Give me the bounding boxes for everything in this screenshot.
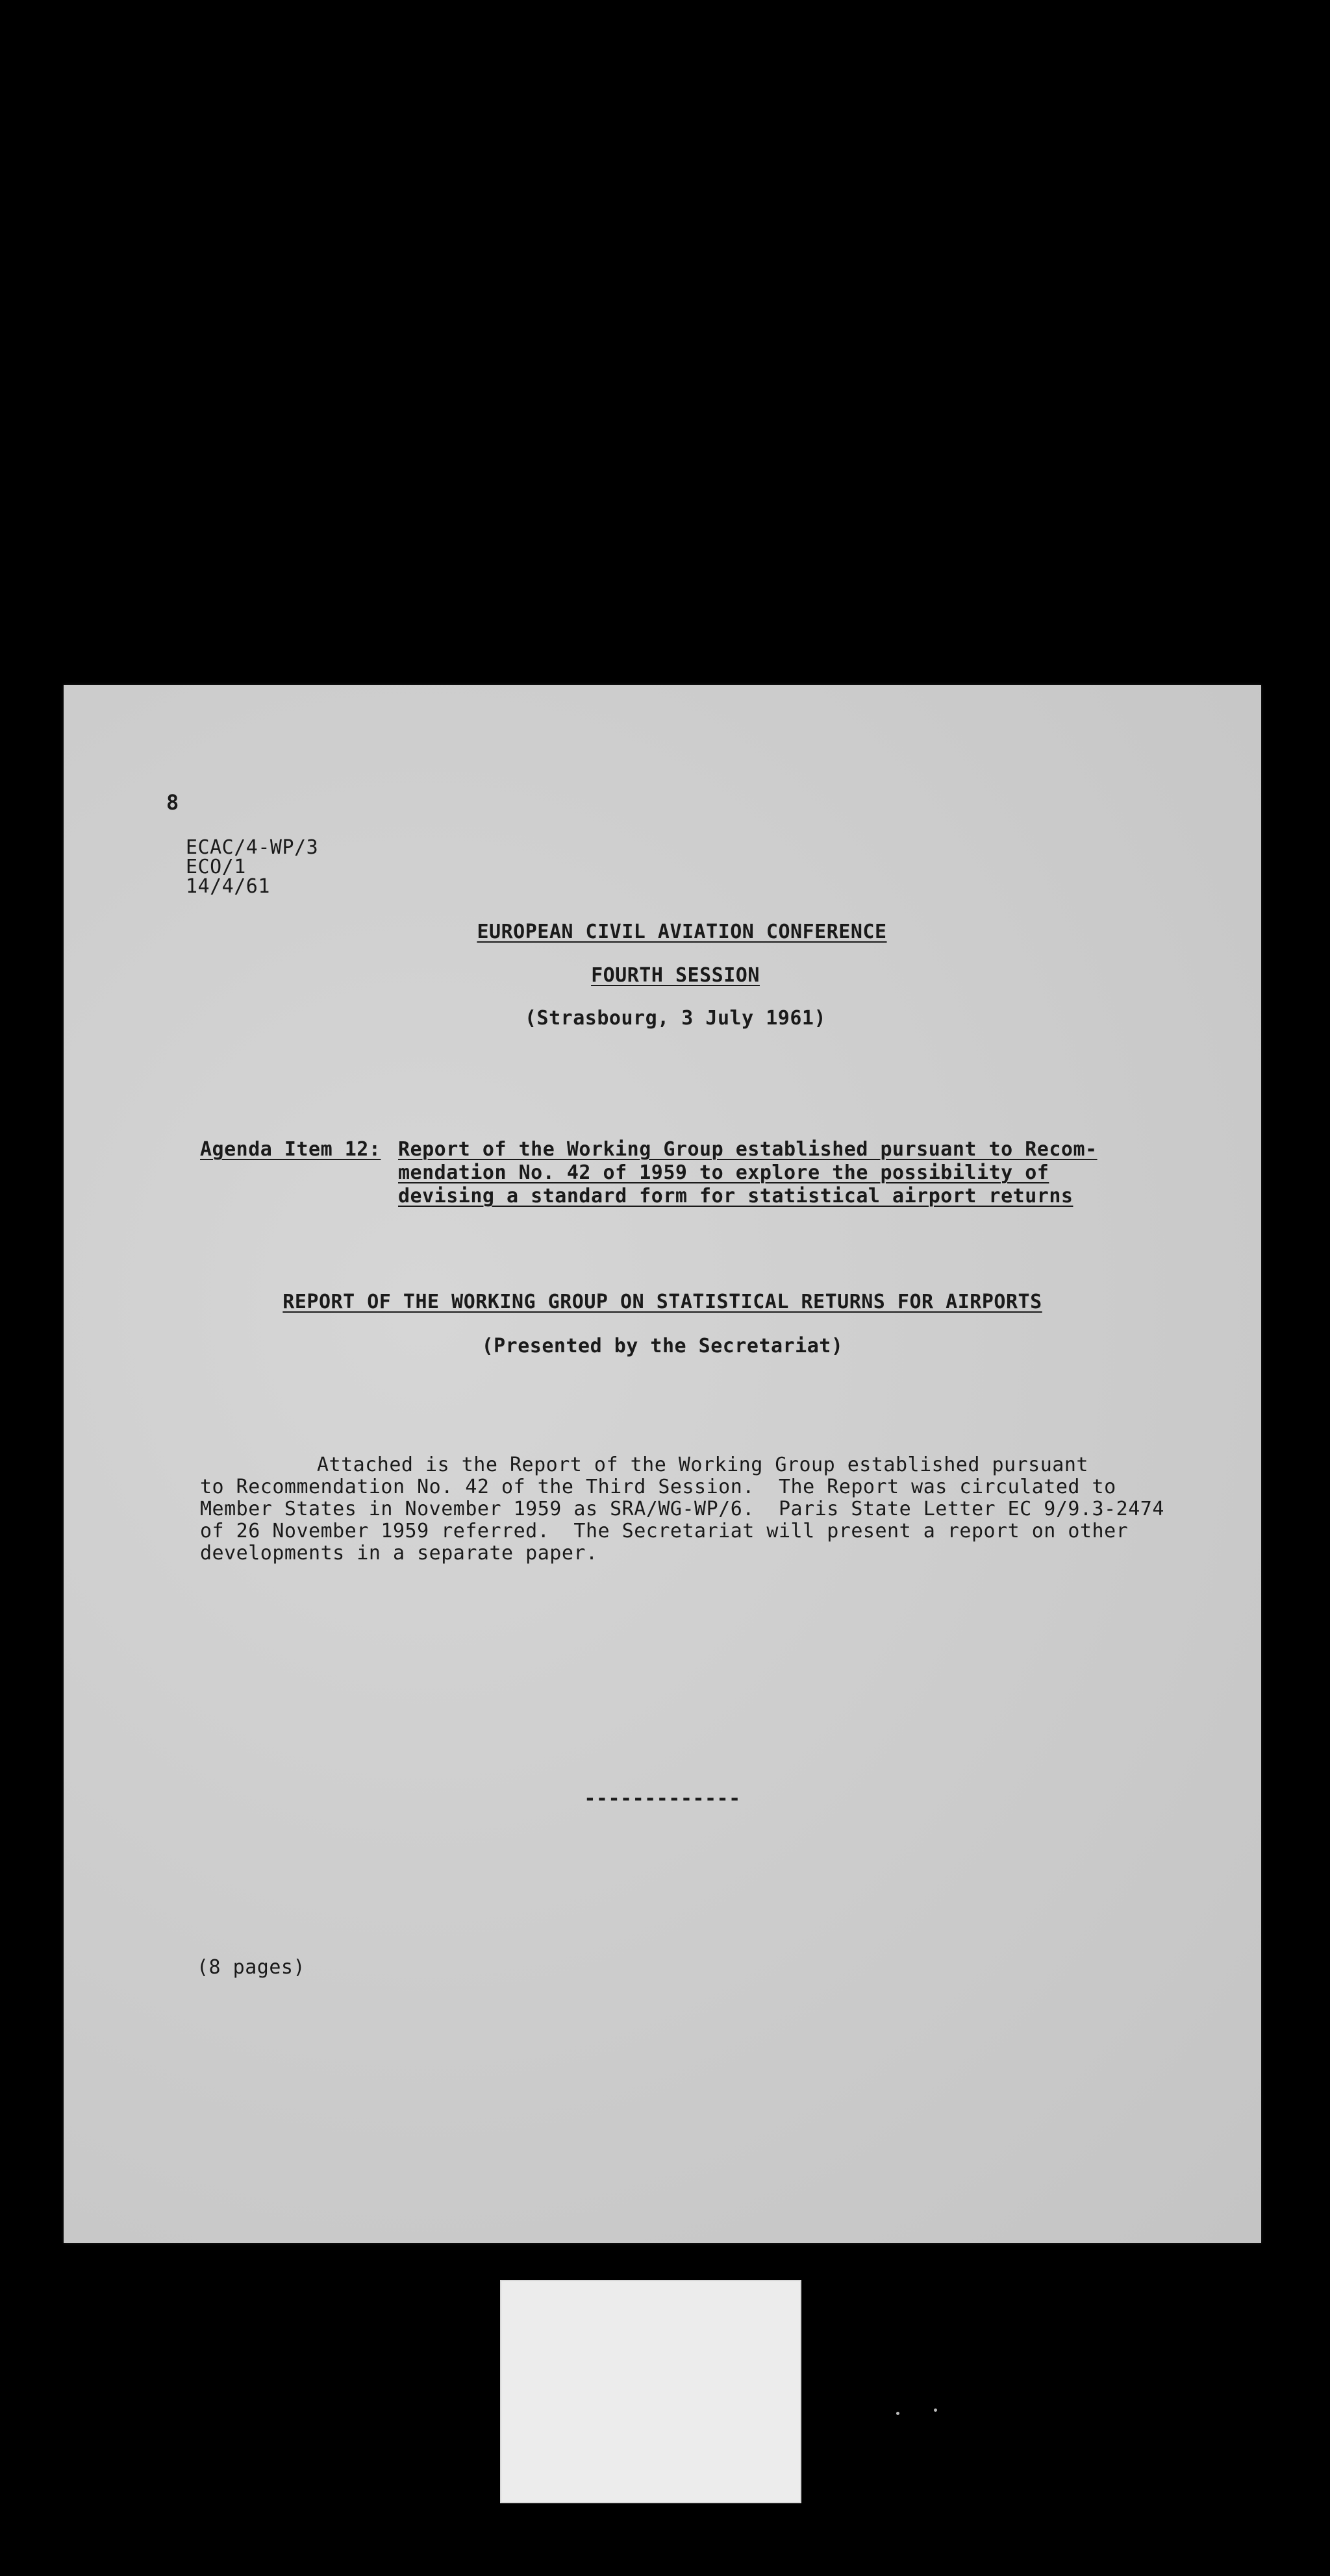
reference-code: ECAC/4-WP/3: [186, 836, 319, 859]
agenda-item-label: Agenda Item 12:: [200, 1138, 381, 1161]
body-line-2: to Recommendation No. 42 of the Third Session. The Report was circulated to: [200, 1476, 1116, 1498]
document-page: [64, 685, 1261, 2243]
body-line-3: Member States in November 1959 as SRA/WG-WP/6. Paris State Letter EC 9/9.3-2474: [200, 1498, 1164, 1520]
body-line-4: of 26 November 1959 referred. The Secretariat will present a report on other: [200, 1520, 1129, 1542]
page-count-note: (8 pages): [197, 1956, 306, 1979]
blank-card: [500, 2280, 801, 2503]
session-title: FOURTH SESSION: [591, 964, 760, 987]
body-line-1: Attached is the Report of the Working Group established pursuant: [317, 1454, 1088, 1476]
speck: [934, 2409, 937, 2412]
agenda-line-2: mendation No. 42 of 1959 to explore the possibility of: [398, 1161, 1049, 1184]
conference-title: EUROPEAN CIVIL AVIATION CONFERENCE: [477, 921, 887, 943]
speck: [896, 2412, 899, 2415]
place-date: (Strasbourg, 3 July 1961): [524, 1007, 827, 1030]
reference-subcode: ECO/1: [186, 856, 246, 878]
section-divider: -------------: [584, 1787, 741, 1810]
reference-date: 14/4/61: [186, 875, 270, 898]
presented-by: (Presented by the Secretariat): [481, 1335, 844, 1357]
page-number: 8: [166, 790, 179, 815]
body-line-5: developments in a separate paper.: [200, 1542, 598, 1565]
agenda-line-1: Report of the Working Group established pursuant to Recom-: [398, 1138, 1098, 1161]
agenda-line-3: devising a standard form for statistical airport returns: [398, 1185, 1073, 1208]
report-title: REPORT OF THE WORKING GROUP ON STATISTICAL RETURNS FOR AIRPORTS: [282, 1291, 1042, 1313]
